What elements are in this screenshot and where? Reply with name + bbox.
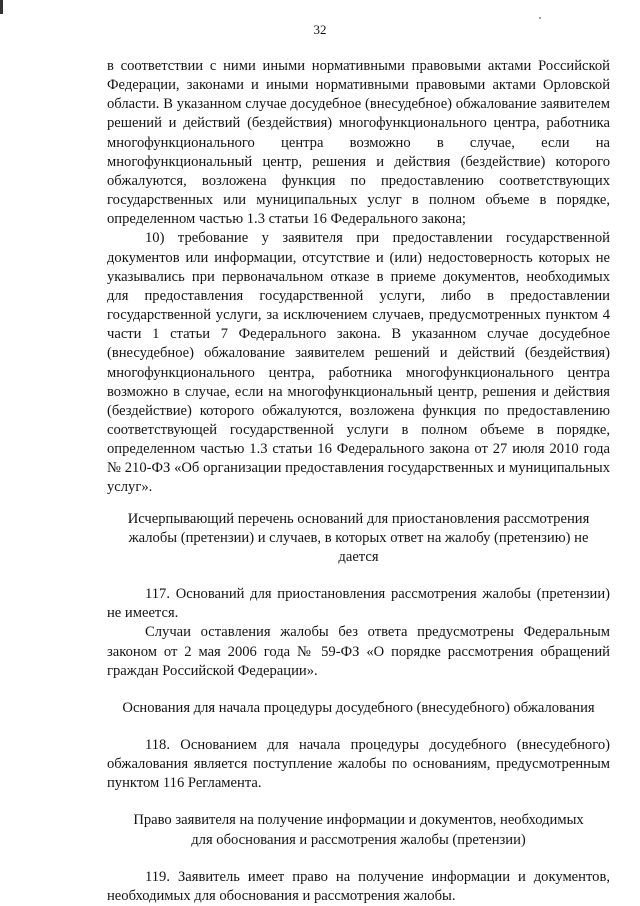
paragraph-item-10: 10) требование у заявителя при предоставлении государственной документов или информации, отсутствие и (или) недостоверность которых не указывались при первоначальном отказе в приеме документов, необходимых для предоставления государственной услуги, либо в предоставлении государственной услуги, за исключением случаев, предусмотренных пунктом 4 части 1 статьи 7 Федерального закона. В указанном случае досудебное (внесудебное) обжалование заявителем решений и действий (бездействия) многофункционального центра, работника многофункционального центра возможно в случае, если на многофункциональный центр, решения и действия (бездействие) которого обжалуются, возложена функция по предоставлению соответствующей государственной услуги в полном объеме в порядке, определенном частью 1.3 статьи 16 Федерального закона от 27 июля 2010 года № 210-ФЗ «Об организации предоставления государственных и муниципальных услуг».	[107, 230, 610, 496]
spacer	[107, 681, 610, 699]
spacer	[107, 793, 610, 811]
paragraph-117: 117. Оснований для приостановления рассмотрения жалобы (претензии) не имеется.	[107, 586, 610, 622]
spacer	[107, 718, 610, 736]
page-number: 32	[313, 22, 327, 37]
scan-dust-mark	[539, 17, 541, 19]
spacer	[107, 498, 610, 510]
paragraph-119: 119. Заявитель имеет право на получение информации и документов, необходимых для обоснования и рассмотрения жалобы.	[107, 868, 610, 904]
section-heading-suspension: Исчерпывающий перечень оснований для приостановления рассмотрения жалобы (претензии) и случаев, в которых ответ на жалобу (претензию) не дается	[127, 510, 590, 565]
section-heading-right-to-information: Право заявителя на получение информации и документов, необходимых для обоснования и рассмотрения жалобы (претензии)	[133, 812, 584, 848]
paragraph-continuation: в соответствии с ними иными нормативными правовыми актами Российской Федерации, законами и иными нормативными правовыми актами Орловской области. В указанном случае досудебное (внесудебное) обжалование заявителем решений и действий (бездействия) многофункционального центра, работника многофункционального центра возможно в случае, если на многофункциональный центр, решения и действия (бездействие) которого обжалуются, возложена функция по предоставлению соответствующих государственных или муниципальных услуг в полном объеме в порядке, определенном частью 1.3 статьи 16 Федерального закона;	[107, 58, 610, 228]
spacer	[107, 850, 610, 868]
paragraph-118: 118. Основанием для начала процедуры досудебного (внесудебного) обжалования является поступление жалобы по основаниям, предусмотренным пунктом 116 Регламента.	[107, 737, 610, 792]
scan-edge-mark	[0, 0, 3, 14]
section-heading-grounds: Основания для начала процедуры досудебного (внесудебного) обжалования	[122, 699, 595, 716]
document-body	[107, 57, 610, 906]
spacer	[107, 567, 610, 585]
paragraph-no-answer-cases: Случаи оставления жалобы без ответа предусмотрены Федеральным законом от 2 мая 2006 года № 59-ФЗ «О порядке рассмотрения обращений граждан Российской Федерации».	[107, 624, 610, 679]
